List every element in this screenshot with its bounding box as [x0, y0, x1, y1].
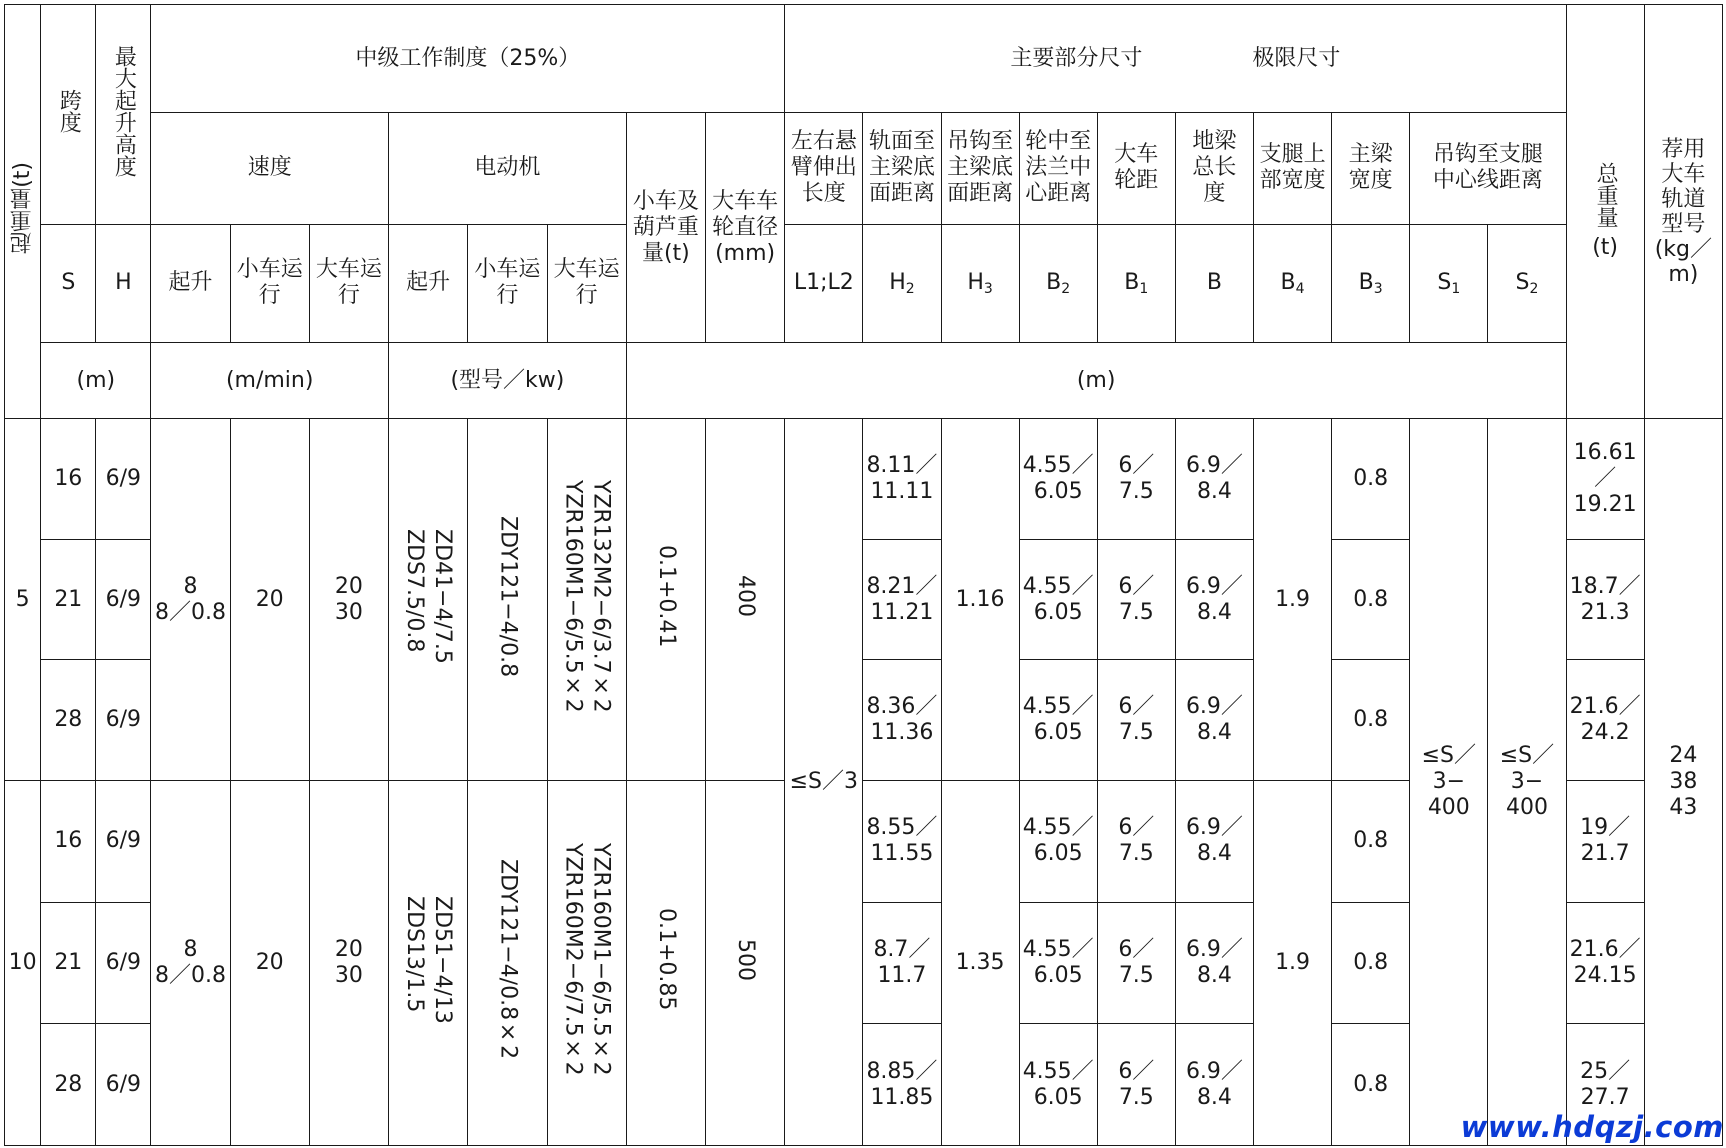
b2-cell: 4.55／ 6.05	[1019, 660, 1097, 781]
b-cell: 6.9／ 8.4	[1175, 419, 1253, 540]
b1-cell: 6／ 7.5	[1097, 660, 1175, 781]
dimensions-header	[785, 5, 1566, 113]
span-cell: 28	[41, 660, 96, 781]
b-cell: 6.9／ 8.4	[1175, 660, 1253, 781]
total-weight-cell: 21.6／ 24.15	[1566, 902, 1644, 1024]
s1-symbol: $S_1$	[1410, 224, 1488, 343]
h2-cell: 8.7／ 11.7	[863, 902, 941, 1024]
span-cell: 28	[41, 1024, 96, 1146]
height-cell: 6/9	[96, 660, 151, 781]
speed-trolley-header: 小车运行	[230, 224, 309, 343]
s2-symbol: $S_2$	[1488, 224, 1566, 343]
motor-trolley-cell: ZDY121−4∕0.8	[468, 419, 547, 781]
capacity-cell: 5	[5, 419, 41, 781]
lift-speed-cell: 8 8／0.8	[151, 781, 230, 1146]
h2-cell: 8.11／ 11.11	[863, 419, 941, 540]
total-weight-header: 总重量 (t)	[1566, 5, 1644, 419]
span-cell: 21	[41, 539, 96, 660]
height-cell: 6/9	[96, 539, 151, 660]
h3-cell: 1.35	[941, 781, 1019, 1146]
h2-cell: 8.55／ 11.55	[863, 781, 941, 903]
wheel-diameter-cell: 500	[705, 781, 784, 1146]
beam-length-header: 地梁总长度	[1175, 113, 1253, 224]
cantilever-header: 左右悬臂伸出长度	[785, 113, 863, 224]
motor-lift-header: 起升	[389, 224, 468, 343]
total-weight-cell: 19／ 21.7	[1566, 781, 1644, 903]
b2-cell: 4.55／ 6.05	[1019, 1024, 1097, 1146]
b1-cell: 6／ 7.5	[1097, 1024, 1175, 1146]
motor-lift-cell: ZD51−4∕13 ZDS13∕1.5	[389, 781, 468, 1146]
crane-speed-cell: 20 30	[309, 781, 388, 1146]
trolley-weight-header: 小车及葫芦重量(t)	[626, 113, 705, 343]
h2-symbol: $H_2$	[863, 224, 941, 343]
wheel-diameter-header: 大车车轮直径(mm)	[705, 113, 784, 343]
hook-to-leg-header: 吊钩至支腿中心线距离	[1410, 113, 1566, 224]
height-cell: 6/9	[96, 1024, 151, 1146]
unit-motor: (型号／kw)	[389, 343, 627, 419]
span-cell: 16	[41, 419, 96, 540]
unit-dims: (m)	[626, 343, 1566, 419]
b2-cell: 4.55／ 6.05	[1019, 781, 1097, 903]
b3-cell: 0.8	[1332, 539, 1410, 660]
b4-cell: 1.9	[1254, 419, 1332, 781]
motor-trolley-cell: ZDY121−4∕0.8×2	[468, 781, 547, 1146]
b4-symbol: $B_4$	[1254, 224, 1332, 343]
b-symbol: B	[1175, 224, 1253, 343]
unit-m: (m)	[41, 343, 151, 419]
s2-cell: ≤S／ 3− 400	[1488, 419, 1566, 1146]
rail-to-girder-header: 轨面至主梁底面距离	[863, 113, 941, 224]
motor-header: 电动机	[389, 113, 627, 224]
rail-model-cell: 24 38 43	[1644, 419, 1722, 1146]
wheel-base-header: 大车轮距	[1097, 113, 1175, 224]
wheel-to-flange-header: 轮中至法兰中心距离	[1019, 113, 1097, 224]
span-cell: 16	[41, 781, 96, 903]
b1-symbol: $B_1$	[1097, 224, 1175, 343]
motor-crane-header: 大车运行	[547, 224, 626, 343]
website-watermark: www.hdqzj.com	[1460, 1110, 1724, 1144]
h3-cell: 1.16	[941, 419, 1019, 781]
b1-cell: 6／ 7.5	[1097, 539, 1175, 660]
table-row	[5, 419, 1723, 540]
span-cell: 21	[41, 902, 96, 1024]
crane-speed-cell: 20 30	[309, 419, 388, 781]
trolley-speed-cell: 20	[230, 419, 309, 781]
total-weight-cell: 21.6／ 24.2	[1566, 660, 1644, 781]
b4-cell: 1.9	[1254, 781, 1332, 1146]
work-duty-header: 中级工作制度（25%）	[151, 5, 785, 113]
motor-lift-cell: ZD41−4∕7.5 ZDS7.5∕0.8	[389, 419, 468, 781]
hook-to-girder-header: 吊钩至主梁底面距离	[941, 113, 1019, 224]
b3-cell: 0.8	[1332, 419, 1410, 540]
height-cell: 6/9	[96, 781, 151, 903]
b3-cell: 0.8	[1332, 660, 1410, 781]
cantilever-cell: ≤S／3	[785, 419, 863, 1146]
b2-cell: 4.55／ 6.05	[1019, 419, 1097, 540]
b-cell: 6.9／ 8.4	[1175, 1024, 1253, 1146]
span-header: 跨度	[41, 5, 96, 225]
h2-cell: 8.85／ 11.85	[863, 1024, 941, 1146]
capacity-header: 起重量(t)	[5, 5, 41, 419]
speed-header: 速度	[151, 113, 389, 224]
span-symbol: S	[41, 224, 96, 343]
motor-crane-cell: YZR160M1−6∕5.5×2 YZR160M2−6∕7.5×2	[547, 781, 626, 1146]
motor-trolley-header: 小车运行	[468, 224, 547, 343]
b-cell: 6.9／ 8.4	[1175, 781, 1253, 903]
lift-speed-cell: 8 8／0.8	[151, 419, 230, 781]
b-cell: 6.9／ 8.4	[1175, 902, 1253, 1024]
h3-symbol: $H_3$	[941, 224, 1019, 343]
b1-cell: 6／ 7.5	[1097, 902, 1175, 1024]
motor-crane-cell: YZR132M2−6∕3.7×2 YZR160M1−6∕5.5×2	[547, 419, 626, 781]
crane-spec-table	[4, 4, 1723, 1146]
leg-width-header: 支腿上部宽度	[1254, 113, 1332, 224]
b2-cell: 4.55／ 6.05	[1019, 539, 1097, 660]
l-symbol: L1;L2	[785, 224, 863, 343]
b3-cell: 0.8	[1332, 902, 1410, 1024]
trolley-weight-cell: 0.1+0.41	[626, 419, 705, 781]
b1-cell: 6／ 7.5	[1097, 419, 1175, 540]
unit-speed: (m/min)	[151, 343, 389, 419]
capacity-cell: 10	[5, 781, 41, 1146]
wheel-diameter-cell: 400	[705, 419, 784, 781]
height-cell: 6/9	[96, 902, 151, 1024]
speed-lift-header: 起升	[151, 224, 230, 343]
main-dims-label: 主要部分尺寸	[1010, 45, 1143, 71]
b-cell: 6.9／ 8.4	[1175, 539, 1253, 660]
speed-crane-header: 大车运行	[309, 224, 388, 343]
total-weight-cell: 25／ 27.7	[1566, 1024, 1644, 1146]
rail-model-header: 荐用大车轨道型号 (kg／m)	[1644, 5, 1722, 419]
girder-width-header: 主梁宽度	[1332, 113, 1410, 224]
trolley-speed-cell: 20	[230, 781, 309, 1146]
b3-cell: 0.8	[1332, 1024, 1410, 1146]
height-symbol: H	[96, 224, 151, 343]
b2-symbol: $B_2$	[1019, 224, 1097, 343]
trolley-weight-cell: 0.1+0.85	[626, 781, 705, 1146]
b3-symbol: $B_3$	[1332, 224, 1410, 343]
h2-cell: 8.36／ 11.36	[863, 660, 941, 781]
s1-cell: ≤S／ 3− 400	[1410, 419, 1488, 1146]
b1-cell: 6／ 7.5	[1097, 781, 1175, 903]
b3-cell: 0.8	[1332, 781, 1410, 903]
b2-cell: 4.55／ 6.05	[1019, 902, 1097, 1024]
limit-dims-label: 极限尺寸	[1252, 45, 1341, 71]
h2-cell: 8.21／ 11.21	[863, 539, 941, 660]
max-lift-height-header: 最大起升高度	[96, 5, 151, 225]
height-cell: 6/9	[96, 419, 151, 540]
total-weight-cell: 16.61 ／ 19.21	[1566, 419, 1644, 540]
total-weight-cell: 18.7／ 21.3	[1566, 539, 1644, 660]
